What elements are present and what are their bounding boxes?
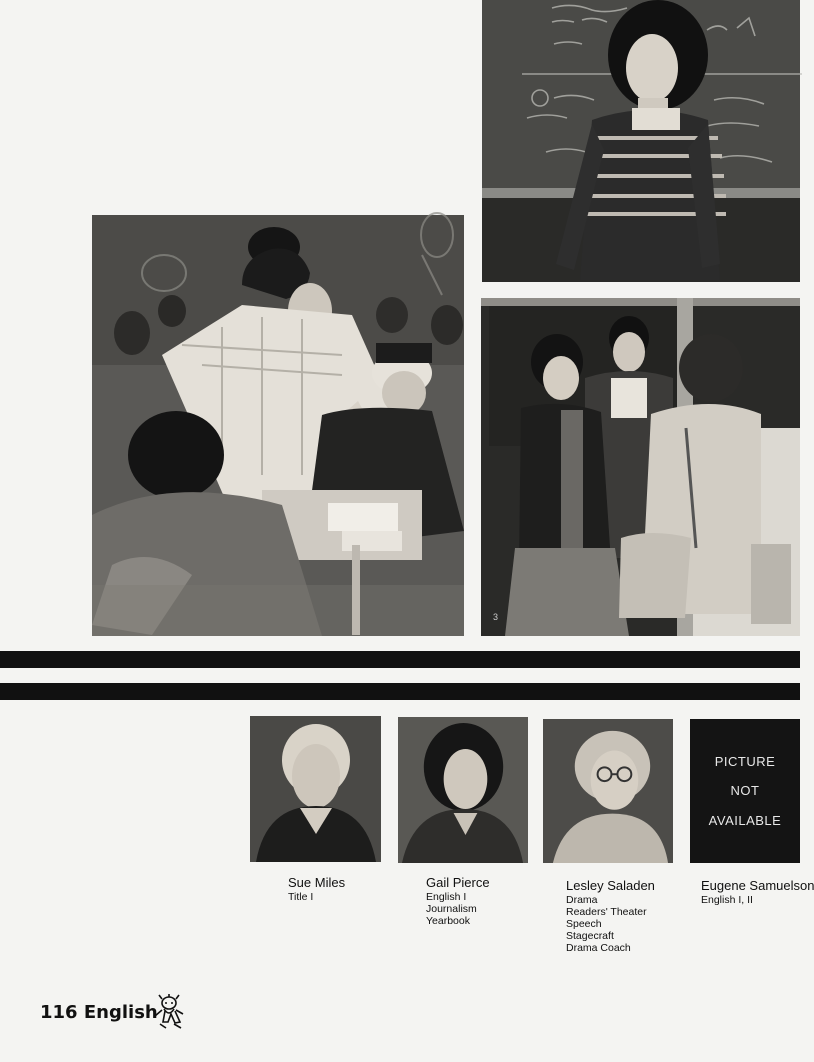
faculty-role: Stagecraft <box>566 930 614 942</box>
faculty-name: Lesley Saladen <box>566 878 655 893</box>
portrait-lesley-saladen <box>543 719 673 863</box>
photo-hallway-group <box>481 298 800 636</box>
page-number: 116 <box>40 1002 78 1023</box>
placeholder-line-1: PICTURE <box>714 754 776 769</box>
divider-stripe-top <box>0 651 800 668</box>
faculty-role: Drama Coach <box>566 942 631 954</box>
caption-eugene-samuelson <box>701 878 814 906</box>
placeholder-line-3: AVAILABLE <box>708 813 782 828</box>
caption-gail-pierce <box>426 875 490 927</box>
portrait-gail-pierce <box>398 717 528 863</box>
photo-teacher-chalkboard <box>482 0 800 282</box>
faculty-role: Yearbook <box>426 915 470 927</box>
section-title: English <box>83 1002 158 1023</box>
apache-mascot-icon <box>152 994 186 1030</box>
photo-number: 3 <box>493 612 499 622</box>
caption-sue-miles <box>288 875 345 903</box>
faculty-name: Eugene Samuelson <box>701 878 814 893</box>
faculty-name: Gail Pierce <box>426 875 490 890</box>
page-folio <box>40 1002 158 1023</box>
divider-stripe-bottom <box>0 683 800 700</box>
faculty-role: English I <box>426 891 467 903</box>
faculty-role: English I, II <box>701 894 753 906</box>
faculty-role: Drama <box>566 894 598 906</box>
faculty-role: Title I <box>288 891 314 903</box>
faculty-role: Readers' Theater <box>566 906 647 918</box>
photo-classroom <box>92 215 464 636</box>
faculty-name: Sue Miles <box>288 875 346 890</box>
portrait-sue-miles <box>250 716 381 862</box>
faculty-role: Journalism <box>426 903 477 915</box>
placeholder-line-2: NOT <box>730 783 760 798</box>
picture-not-available-box <box>690 719 800 863</box>
faculty-role: Speech <box>566 918 602 930</box>
caption-lesley-saladen <box>566 878 655 954</box>
